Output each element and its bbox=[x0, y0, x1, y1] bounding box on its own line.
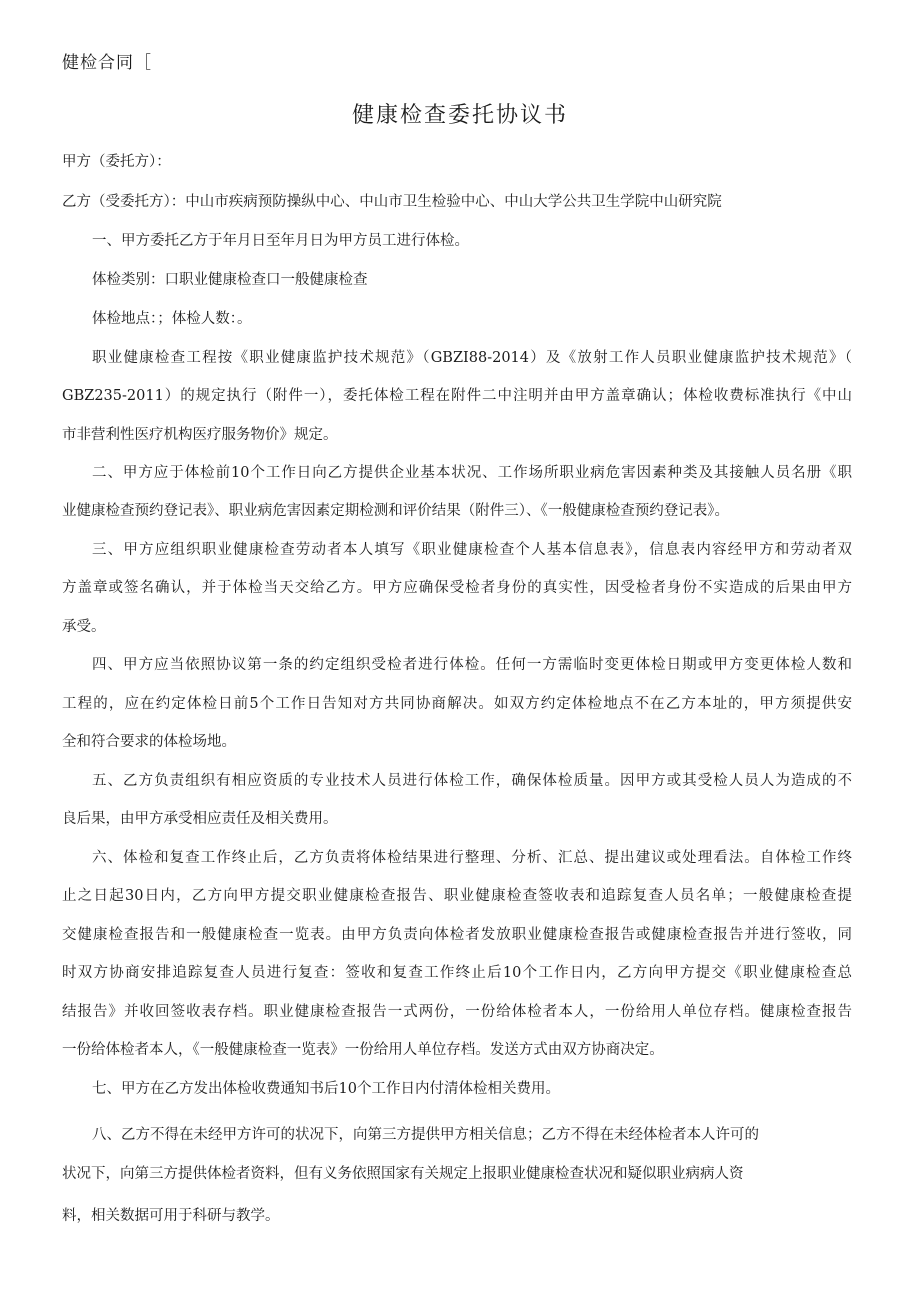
paragraph-line: 市非营利性医疗机构医疗服务物价》规定。 bbox=[62, 427, 338, 443]
clause-7-line: 七、甲方在乙方发出体检收费通知书后10个工作日内付清体检相关费用。 bbox=[92, 1081, 560, 1097]
clause-4-line: 四、甲方应当依照协议第一条的约定组织受检者进行体检。任何一方需临时变更体检日期或甲方变更体检人数和 bbox=[92, 657, 852, 673]
paragraph-line: 业健康检查预约登记表》、职业病危害因素定期检测和评价结果（附件三）、《一般健康检查预约登记表》。 bbox=[62, 503, 729, 519]
party-a-line: 甲方（委托方）： bbox=[62, 154, 171, 170]
clause-5-line: 五、乙方负责组织有相应资质的专业技术人员进行体检工作，确保体检质量。因甲方或其受检人员人为造成的不 bbox=[92, 773, 852, 789]
clause-1-line: 一、甲方委托乙方于年月日至年月日为甲方员工进行体检。 bbox=[92, 233, 469, 249]
paragraph-line: 承受。 bbox=[62, 619, 106, 635]
header-label: 健检合同［ bbox=[62, 53, 152, 73]
exam-type-line: 体检类别：口职业健康检查口一般健康检查 bbox=[92, 272, 368, 288]
paragraph-line: 止之日起30日内，乙方向甲方提交职业健康检查报告、职业健康检查签收表和追踪复查人员名单；一般健康检查提 bbox=[62, 888, 852, 904]
paragraph-line: 一份给体检者本人，《一般健康检查一览表》一份给用人单位存档。发送方式由双方协商决定。 bbox=[62, 1042, 664, 1058]
paragraph-line: 职业健康检查工程按《职业健康监护技术规范》（GBZI88-2014）及《放射工作人员职业健康监护技术规范》（ bbox=[92, 350, 852, 366]
clause-6-line: 六、体检和复查工作终止后，乙方负责将体检结果进行整理、分析、汇总、提出建议或处理看法。自体检工作终 bbox=[92, 850, 852, 866]
clause-8-line: 八、乙方不得在未经甲方许可的状况下，向第三方提供甲方相关信息；乙方不得在未经体检者本人许可的 bbox=[92, 1127, 759, 1143]
paragraph-line: 时双方协商安排追踪复查人员进行复查：签收和复查工作终止后10个工作日内，乙方向甲方提交《职业健康检查总 bbox=[62, 965, 852, 981]
exam-location-line: 体检地点：；体检人数：。 bbox=[92, 311, 252, 327]
party-b-line: 乙方（受委托方）：中山市疾病预防操纵中心、中山市卫生检验中心、中山大学公共卫生学院中山研究院 bbox=[62, 194, 722, 210]
paragraph-line: 交健康检查报告和一般健康检查一览表。由甲方负责向体检者发放职业健康检查报告或健康检查报告并进行签收，同 bbox=[62, 927, 852, 943]
clause-3-line: 三、甲方应组织职业健康检查劳动者本人填写《职业健康检查个人基本信息表》，信息表内容经甲方和劳动者双 bbox=[92, 542, 852, 558]
paragraph-line: 良后果，由甲方承受相应责任及相关费用。 bbox=[62, 811, 338, 827]
clause-2-line: 二、甲方应于体检前10个工作日向乙方提供企业基本状况、工作场所职业病危害因素种类及其接触人员名册《职 bbox=[92, 465, 852, 481]
paragraph-line: GBZ235-2011）的规定执行（附件一），委托体检工程在附件二中注明并由甲方盖章确认；体检收费标准执行《中山 bbox=[62, 388, 852, 404]
paragraph-line: 料，相关数据可用于科研与教学。 bbox=[62, 1208, 280, 1224]
document-title: 健康检查委托协议书 bbox=[351, 103, 568, 128]
paragraph-line: 全和符合要求的体检场地。 bbox=[62, 734, 236, 750]
paragraph-line: 结报告》并收回签收表存档。职业健康检查报告一式两份，一份给体检者本人，一份给用人单位存档。健康检查报告 bbox=[62, 1004, 852, 1020]
paragraph-line: 方盖章或签名确认，并于体检当天交给乙方。甲方应确保受检者身份的真实性，因受检者身份不实造成的后果由甲方 bbox=[62, 580, 852, 596]
paragraph-line: 工程的，应在约定体检日前5个工作日告知对方共同协商解决。如双方约定体检地点不在乙方本址的，甲方须提供安 bbox=[62, 696, 852, 712]
paragraph-line: 状况下，向第三方提供体检者资料，但有义务依照国家有关规定上报职业健康检查状况和疑似职业病病人资 bbox=[62, 1166, 744, 1182]
